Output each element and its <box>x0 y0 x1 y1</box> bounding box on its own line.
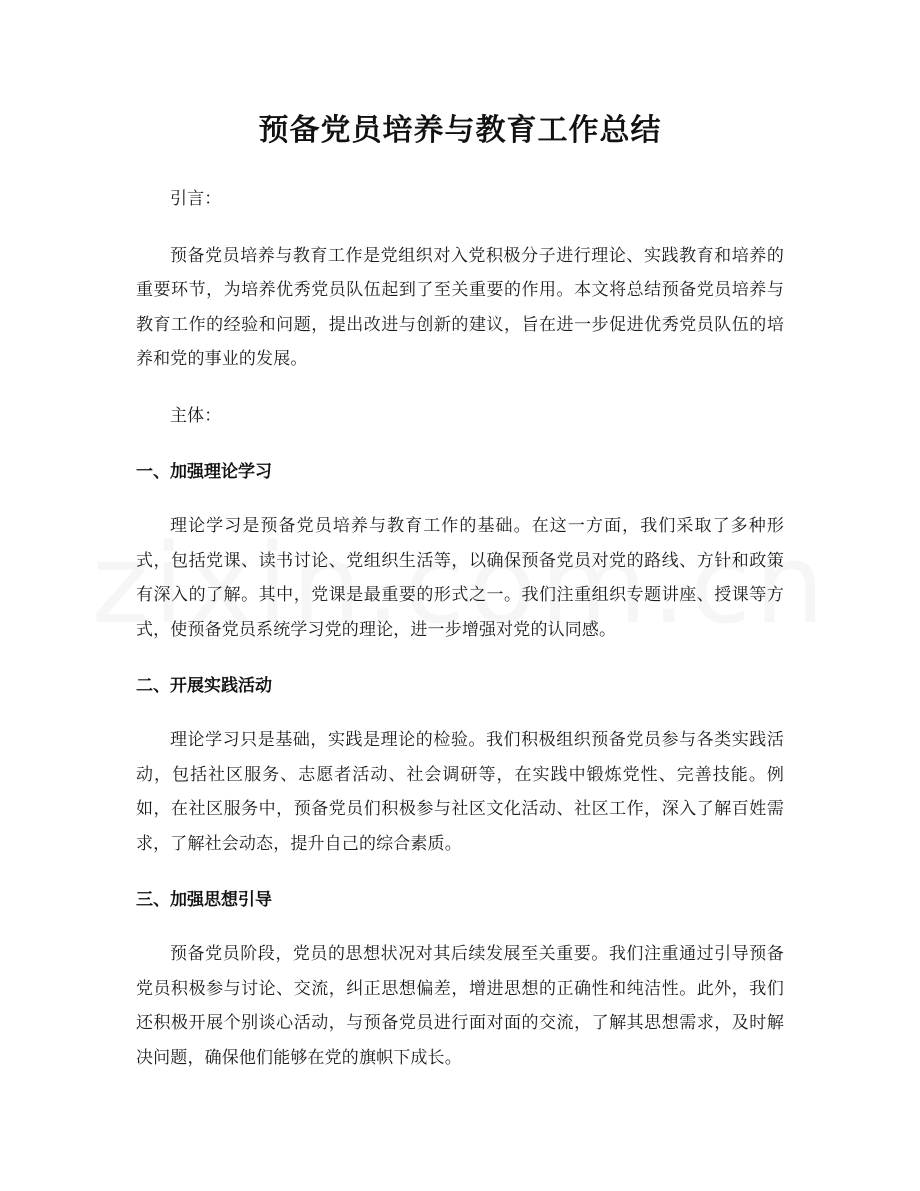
body-label: 主体： <box>170 405 222 426</box>
intro-paragraph: 预备党员培养与教育工作是党组织对入党积极分子进行理论、实践教育和培养的重要环节，为培养优秀党员队伍起到了至关重要的作用。本文将总结预备党员培养与教育工作的经验和问题，提出改进与创新的建议，旨在进一步促进优秀党员队伍的培养和党的事业的发展。 <box>136 245 784 369</box>
section-heading-2: 二、开展实践活动 <box>136 676 272 696</box>
section-heading-1: 一、加强理论学习 <box>136 462 272 482</box>
section-heading-3: 三、加强思想引导 <box>136 890 272 910</box>
document-body <box>136 182 784 1097</box>
section-paragraph-2: 理论学习只是基础，实践是理论的检验。我们积极组织预备党员参与各类实践活动，包括社区服务、志愿者活动、社会调研等，在实践中锻炼党性、完善技能。例如，在社区服务中，预备党员们积极参与社区文化活动、社区工作，深入了解百姓需求，了解社会动态，提升自己的综合素质。 <box>136 730 784 854</box>
document-title: 预备党员培养与教育工作总结 <box>258 113 662 148</box>
section-paragraph-3: 预备党员阶段，党员的思想状况对其后续发展至关重要。我们注重通过引导预备党员积极参与讨论、交流，纠正思想偏差，增进思想的正确性和纯洁性。此外，我们还积极开展个别谈心活动，与预备党员进行面对面的交流，了解其思想需求，及时解决问题，确保他们能够在党的旗帜下成长。 <box>136 944 784 1068</box>
intro-label: 引言： <box>170 189 222 209</box>
section-paragraph-1: 理论学习是预备党员培养与教育工作的基础。在这一方面，我们采取了多种形式，包括党课、读书讨论、党组织生活等，以确保预备党员对党的路线、方针和政策有深入的了解。其中，党课是最重要的形式之一。我们注重组织专题讲座、授课等方式，使预备党员系统学习党的理论，进一步增强对党的认同感。 <box>136 516 784 640</box>
